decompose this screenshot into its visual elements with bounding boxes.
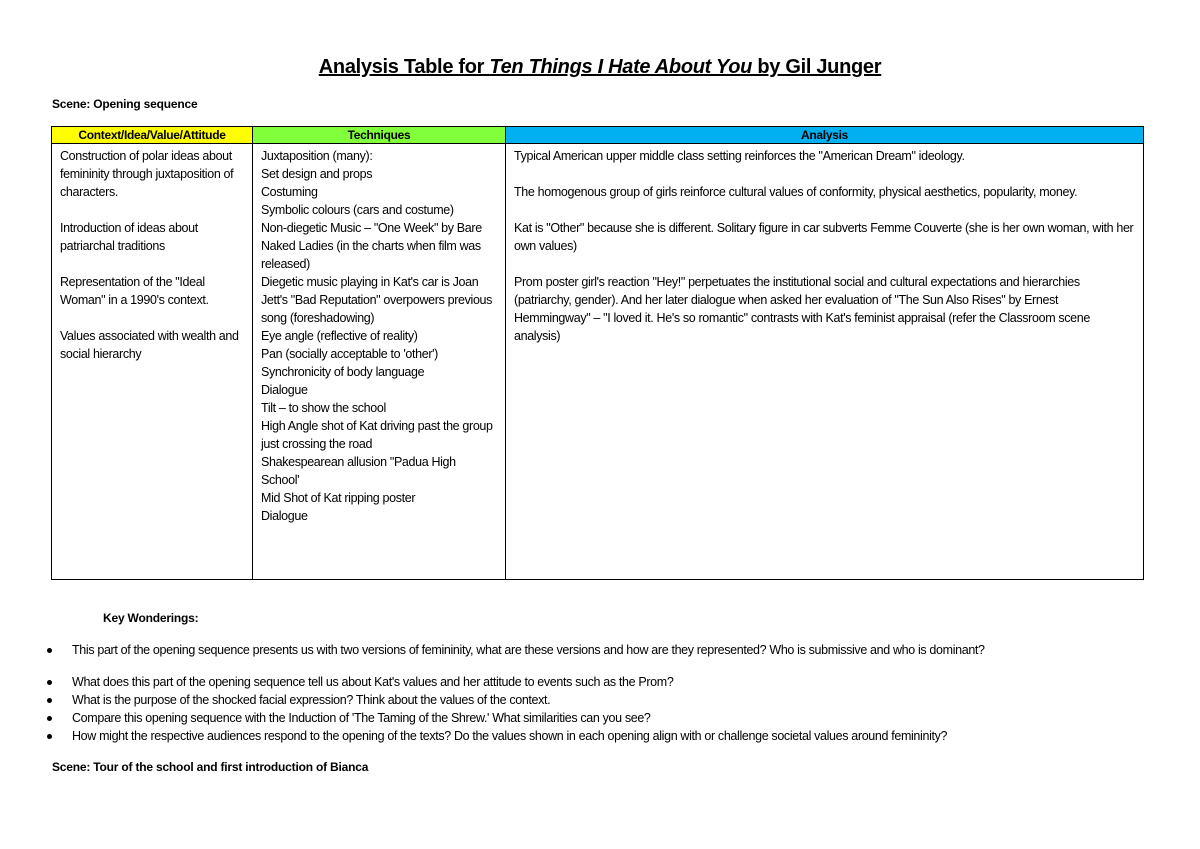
title-suffix: by Gil Junger (752, 56, 882, 78)
context-item: Values associated with wealth and social hierarchy (60, 329, 239, 361)
technique-item: Diegetic music playing in Kat's car is Joan Jett's "Bad Reputation" overpowers previous song (foreshadowing) (261, 275, 493, 325)
technique-item: Juxtaposition (many): (261, 149, 373, 163)
list-item (44, 691, 1164, 709)
technique-item: High Angle shot of Kat driving past the group just crossing the road (261, 419, 493, 451)
technique-item: Pan (socially acceptable to 'other') (261, 347, 438, 361)
analysis-table (51, 126, 1144, 580)
scene-heading-opening: Scene: Opening sequence (52, 97, 198, 111)
key-wonderings-title: Key Wonderings: (103, 611, 199, 625)
technique-item: Dialogue (261, 383, 308, 397)
bullet-icon (47, 680, 52, 685)
table-header-row (52, 127, 1144, 144)
title-prefix: Analysis Table for (318, 56, 490, 78)
analysis-cell (506, 144, 1144, 580)
analysis-item: Kat is "Other" because she is different. Solitary figure in car subverts Femme Couverte (she is her own woman, with her own values) (514, 221, 1134, 253)
list-item (44, 709, 1164, 727)
technique-item: Symbolic colours (cars and costume) (261, 203, 454, 217)
list-item-text: How might the respective audiences respond to the opening of the texts? Do the values shown in each opening align with or challenge societal values around femininity? (72, 729, 948, 743)
list-item (44, 641, 1164, 659)
header-context: Context/Idea/Value/Attitude (52, 127, 253, 144)
analysis-item: Typical American upper middle class setting reinforces the "American Dream" ideology. (514, 149, 965, 163)
list-item-text: What is the purpose of the shocked facial expression? Think about the values of the context. (72, 693, 551, 707)
bullet-icon (47, 716, 52, 721)
technique-item: Mid Shot of Kat ripping poster (261, 491, 416, 505)
techniques-cell (253, 144, 506, 580)
technique-item: Shakespearean allusion "Padua High School' (261, 455, 456, 487)
table-row (52, 144, 1144, 580)
key-wonderings-list (44, 641, 1164, 745)
technique-item: Set design and props (261, 167, 373, 181)
bullet-icon (47, 648, 52, 653)
list-item-text: This part of the opening sequence presents us with two versions of femininity, what are these versions and how are they represented? Who is submissive and who is dominant? (72, 643, 985, 657)
technique-item: Tilt – to show the school (261, 401, 386, 415)
technique-item: Dialogue (261, 509, 308, 523)
context-item: Representation of the "Ideal Woman" in a 1990's context. (60, 275, 209, 307)
title-film-name: Ten Things I Hate About You (489, 56, 753, 78)
context-cell (52, 144, 253, 580)
technique-item: Non-diegetic Music – "One Week" by Bare Naked Ladies (in the charts when film was released) (261, 221, 482, 271)
technique-item: Eye angle (reflective of reality) (261, 329, 418, 343)
list-item-text: Compare this opening sequence with the Induction of 'The Taming of the Shrew.' What similarities can you see? (72, 711, 651, 725)
header-techniques: Techniques (253, 127, 506, 144)
list-item (44, 673, 1164, 691)
scene-heading-tour: Scene: Tour of the school and first introduction of Bianca (52, 760, 369, 774)
bullet-icon (47, 698, 52, 703)
technique-item: Costuming (261, 185, 318, 199)
list-item (44, 727, 1164, 745)
list-item-text: What does this part of the opening sequence tell us about Kat's values and her attitude to events such as the Prom? (72, 675, 674, 689)
bullet-icon (47, 734, 52, 739)
document-title (0, 56, 1200, 79)
technique-item: Synchronicity of body language (261, 365, 425, 379)
analysis-item: Prom poster girl's reaction "Hey!" perpetuates the institutional social and cultural expectations and hierarchies (patriarchy, gender). And her later dialogue when asked her evaluation of "The Sun Also Rises" by Ernest Hemmingway" – "I loved it. He's so romantic" contrasts with Kat's feminist appraisal (refer the Classroom scene analysis) (514, 275, 1090, 343)
context-item: Construction of polar ideas about femininity through juxtaposition of characters. (60, 149, 234, 199)
header-analysis: Analysis (506, 127, 1144, 144)
context-item: Introduction of ideas about patriarchal traditions (60, 221, 198, 253)
analysis-item: The homogenous group of girls reinforce cultural values of conformity, physical aesthetics, popularity, money. (514, 185, 1078, 199)
